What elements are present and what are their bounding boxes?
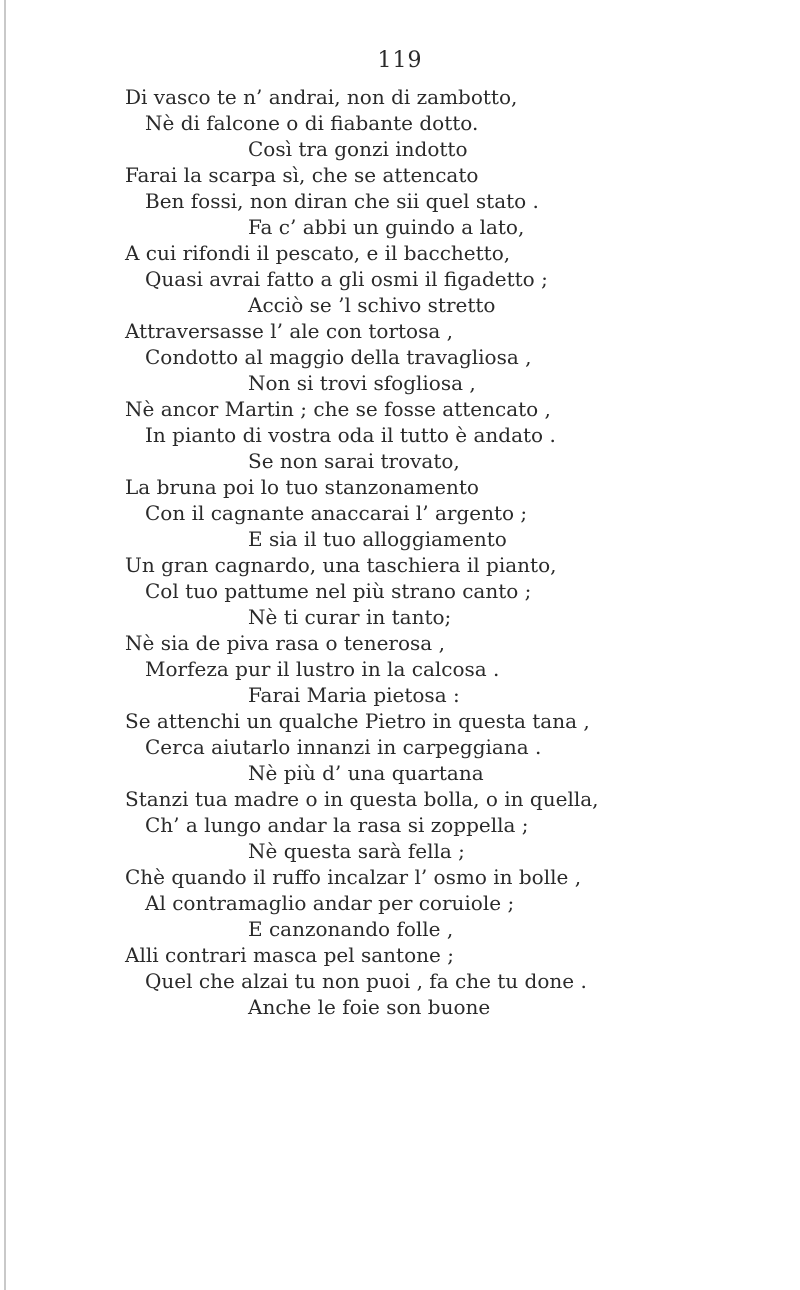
- poem-line: E canzonando folle ,: [248, 917, 454, 941]
- poem-line: Nè più d’ una quartana: [248, 761, 484, 785]
- poem-line: Cerca aiutarlo innanzi in carpeggiana .: [145, 735, 542, 759]
- poem-line: Se attenchi un qualche Pietro in questa tana ,: [125, 709, 590, 733]
- poem-line: Nè ancor Martin ; che se fosse attencato ,: [125, 397, 551, 421]
- poem-line: Di vasco te n’ andrai, non di zambotto,: [125, 85, 518, 109]
- poem-line: Chè quando il ruffo incalzar l’ osmo in bolle ,: [125, 865, 582, 889]
- poem-line: Morfeza pur il lustro in la calcosa .: [145, 657, 500, 681]
- poem-line: E sia il tuo alloggiamento: [248, 527, 507, 551]
- poem-line: A cui rifondi il pescato, e il bacchetto,: [125, 241, 511, 265]
- poem-line: Quel che alzai tu non puoi , fa che tu done .: [145, 969, 587, 993]
- poem-line: Anche le foie son buone: [248, 995, 491, 1019]
- poem-line: Farai la scarpa sì, che se attencato: [125, 163, 479, 187]
- poem-line: Fa c’ abbi un guindo a lato,: [248, 215, 525, 239]
- poem-line: Così tra gonzi indotto: [248, 137, 468, 161]
- poem-line: Ben fossi, non diran che sii quel stato .: [145, 189, 539, 213]
- poem-line: Un gran cagnardo, una taschiera il pianto,: [125, 553, 557, 577]
- page-number: 119: [377, 48, 423, 73]
- poem-line: In pianto di vostra oda il tutto è andato .: [145, 423, 556, 447]
- poem-line: Acciò se ’l schivo stretto: [248, 293, 496, 317]
- poem-line: Nè questa sarà fella ;: [248, 839, 465, 863]
- poem-line: Ch’ a lungo andar la rasa si zoppella ;: [145, 813, 529, 837]
- poem-line: La bruna poi lo tuo stanzonamento: [125, 475, 479, 499]
- poem-line: Farai Maria pietosa :: [248, 683, 460, 707]
- poem-line: Non si trovi sfogliosa ,: [248, 371, 476, 395]
- poem-line: Con il cagnante anaccarai l’ argento ;: [145, 501, 528, 525]
- poem-line: Alli contrari masca pel santone ;: [125, 943, 454, 967]
- poem-line: Al contramaglio andar per coruiole ;: [145, 891, 515, 915]
- poem-line: Quasi avrai fatto a gli osmi il figadetto ;: [145, 267, 548, 291]
- poem-line: Nè di falcone o di fiabante dotto.: [145, 111, 479, 135]
- poem-line: Col tuo pattume nel più strano canto ;: [145, 579, 532, 603]
- page-edge-shadow: [4, 0, 6, 1290]
- poem-line: Condotto al maggio della travagliosa ,: [145, 345, 532, 369]
- poem-line: Se non sarai trovato,: [248, 449, 460, 473]
- poem-line: Attraversasse l’ ale con tortosa ,: [125, 319, 453, 343]
- poem-line: Nè ti curar in tanto;: [248, 605, 452, 629]
- poem-line: Stanzi tua madre o in questa bolla, o in quella,: [125, 787, 599, 811]
- poem-line: Nè sia de piva rasa o tenerosa ,: [125, 631, 445, 655]
